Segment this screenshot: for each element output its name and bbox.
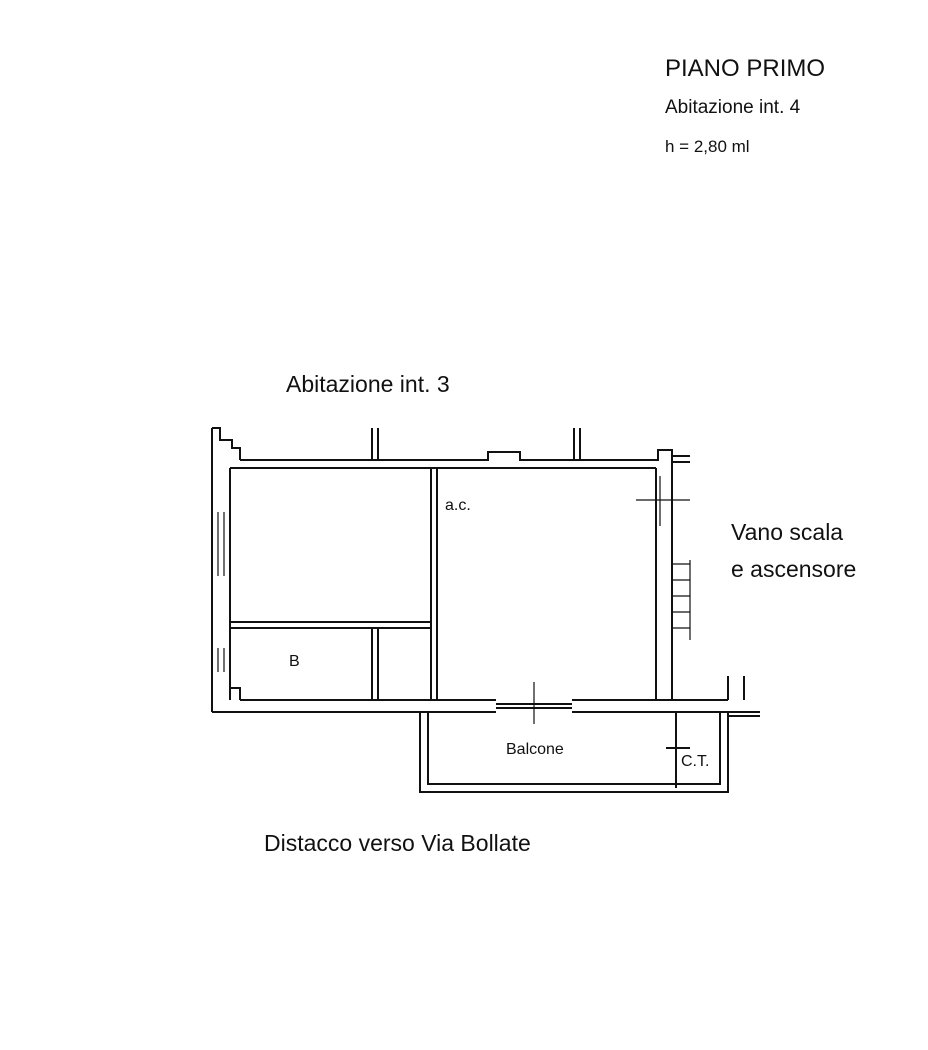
stairwell-label-line1: Vano scala	[731, 519, 844, 545]
stair-treads	[672, 564, 690, 628]
neighbor-unit-label: Abitazione int. 3	[286, 371, 450, 397]
wall-right-bottom-stub	[728, 676, 760, 716]
window-left-2	[218, 648, 224, 672]
partition-bath	[230, 622, 431, 628]
room-label-bath: B	[289, 653, 300, 670]
top-vent-2	[574, 428, 580, 460]
wall-left-top-cap	[212, 428, 240, 460]
partition-closet	[372, 628, 378, 700]
room-label-balcony: Balcone	[506, 741, 564, 758]
height-label: h = 2,80 ml	[665, 137, 750, 156]
setback-label: Distacco verso Via Bollate	[264, 830, 531, 856]
stairwell-label-line2: e ascensore	[731, 556, 857, 582]
balcony-outer	[420, 712, 728, 792]
floor-title: PIANO PRIMO	[665, 55, 826, 82]
window-left-1	[218, 512, 224, 576]
wall-right-top-stub	[672, 456, 690, 462]
room-label-ct: C.T.	[681, 753, 710, 770]
top-vent-1	[372, 428, 378, 460]
cross-mark-right	[636, 476, 690, 526]
partition-vertical	[431, 468, 437, 700]
unit-label: Abitazione int. 4	[665, 97, 801, 118]
room-label-ac: a.c.	[445, 497, 471, 514]
wall-bottom-left-cap	[230, 688, 240, 700]
